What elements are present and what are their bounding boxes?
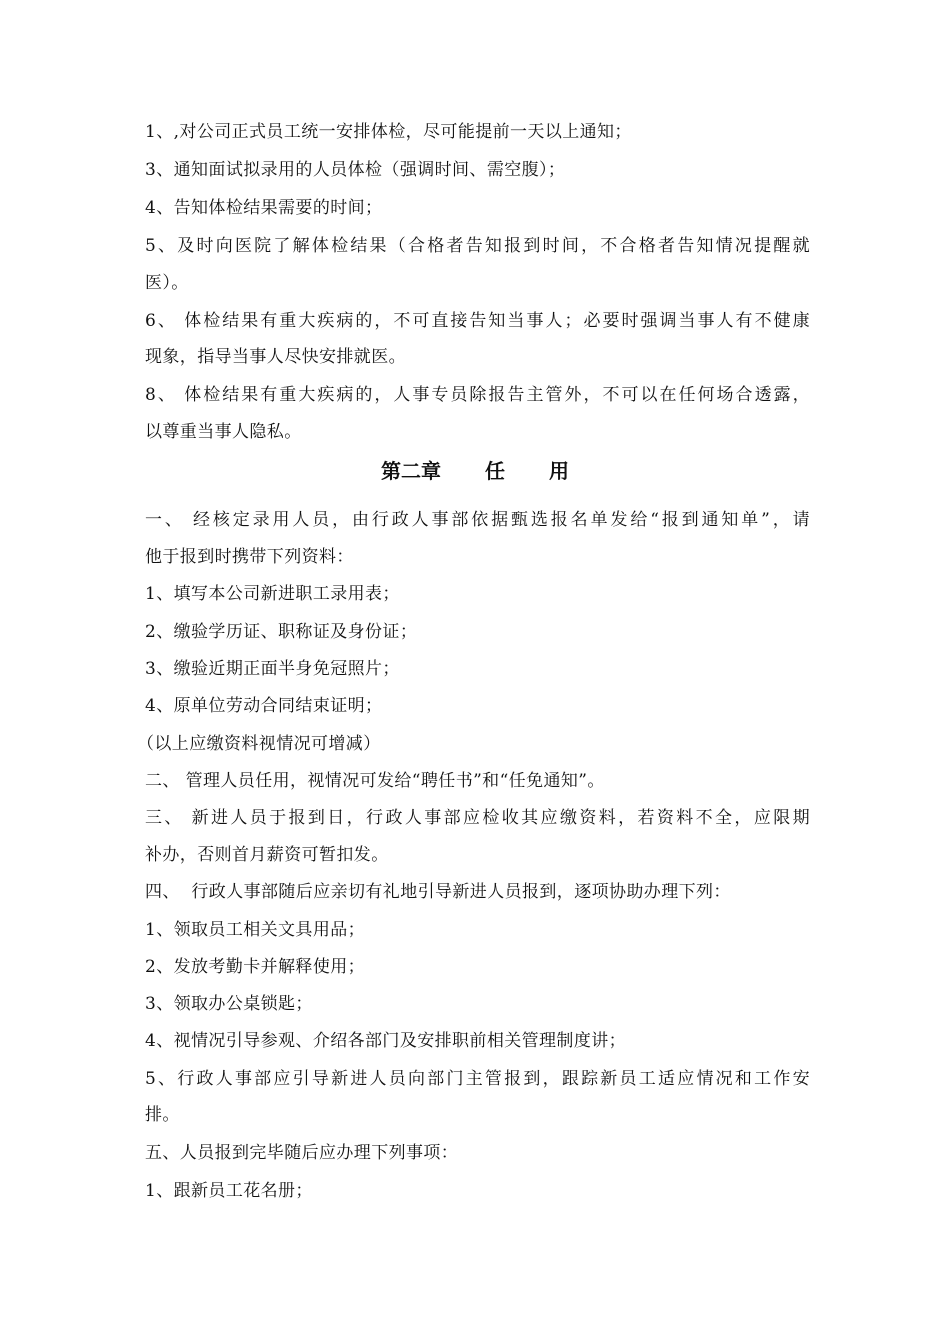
paragraph-line: 二、 管理人员任用，视情况可发给“聘任书”和“任免通知”。: [145, 771, 605, 791]
paragraph-line: 3、缴验近期正面半身免冠照片；: [145, 659, 400, 679]
paragraph-line: 医）。: [145, 273, 189, 293]
paragraph-line: 4、告知体检结果需要的时间；: [145, 198, 383, 218]
paragraph-line: 以尊重当事人隐私。: [145, 422, 302, 442]
paragraph-line: 4、视情况引导参观、介绍各部门及安排职前相关管理制度讲；: [145, 1031, 627, 1051]
paragraph-line: 1、填写本公司新进职工录用表；: [145, 584, 400, 604]
paragraph-line: 5、及时向医院了解体检结果（合格者告知报到时间，不合格者告知情况提醒就: [145, 236, 810, 256]
paragraph-line: 1、跟新员工花名册；: [145, 1181, 313, 1201]
paragraph-line: 排。: [145, 1105, 180, 1125]
paragraph-line: 他于报到时携带下列资料：: [145, 547, 354, 567]
paragraph-line: 三、 新进人员于报到日，行政人事部应检收其应缴资料，若资料不全，应限期: [145, 808, 810, 828]
paragraph-line: 补办，否则首月薪资可暂扣发。: [145, 845, 389, 865]
chapter-title-char: 用: [549, 459, 569, 483]
paragraph-line: 一、 经核定录用人员，由行政人事部依据甄选报名单发给“报到通知单”，请: [145, 510, 810, 530]
chapter-heading: [0, 458, 950, 484]
chapter-number: 第二章: [381, 459, 441, 483]
paragraph-line: 五、人员报到完毕随后应办理下列事项：: [145, 1143, 459, 1163]
paragraph-line: 2、缴验学历证、职称证及身份证；: [145, 622, 418, 642]
paragraph-line: 1、领取员工相关文具用品；: [145, 920, 366, 940]
chapter-title-char: 任: [485, 459, 505, 483]
paragraph-line: 3、通知面试拟录用的人员体检（强调时间、需空腹）；: [145, 160, 566, 180]
paragraph-line: 4、原单位劳动合同结束证明；: [145, 696, 383, 716]
paragraph-line: 四、 行政人事部随后应亲切有礼地引导新进人员报到，逐项协助办理下列：: [145, 882, 731, 902]
paragraph-line: （以上应缴资料视情况可增减）: [137, 734, 381, 754]
paragraph-line: 3、领取办公桌锁匙；: [145, 994, 313, 1014]
paragraph-line: 5、行政人事部应引导新进人员向部门主管报到，跟踪新员工适应情况和工作安: [145, 1069, 810, 1089]
paragraph-line: 2、发放考勤卡并解释使用；: [145, 957, 366, 977]
paragraph-line: 1、,对公司正式员工统一安排体检，尽可能提前一天以上通知；: [145, 122, 632, 142]
paragraph-line: 8、 体检结果有重大疾病的，人事专员除报告主管外，不可以在任何场合透露，: [145, 385, 810, 405]
paragraph-line: 6、 体检结果有重大疾病的，不可直接告知当事人；必要时强调当事人有不健康: [145, 311, 810, 331]
paragraph-line: 现象，指导当事人尽快安排就医。: [145, 347, 406, 367]
